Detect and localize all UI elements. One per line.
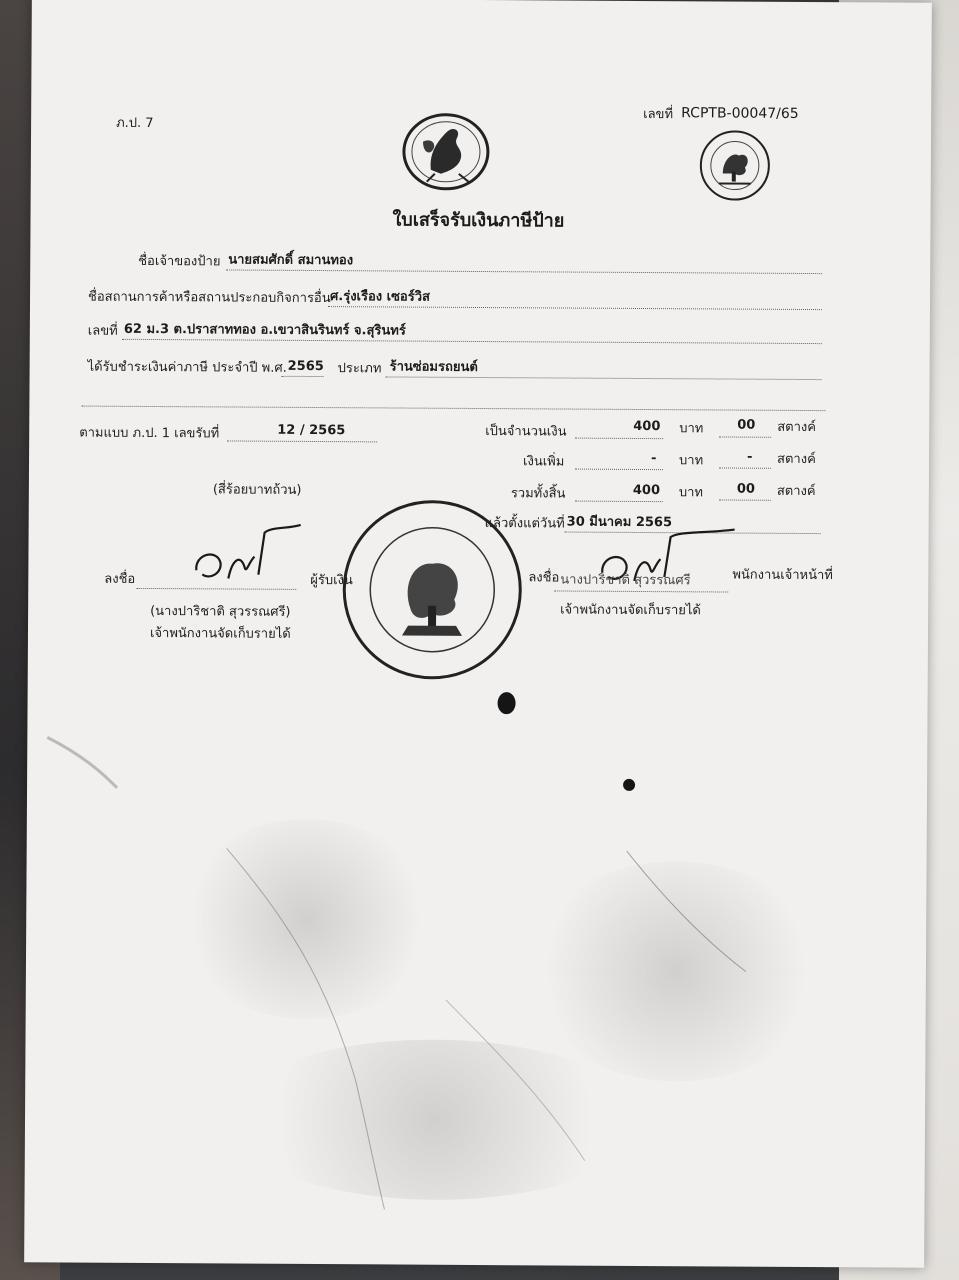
date-value: 30 มีนาคม 2565 [566,514,673,531]
local-office-emblem-icon [699,129,771,201]
business-label: ชื่อสถานการค้าหรือสถานประกอบกิจการอื่น [87,289,331,307]
left-signature [188,518,308,589]
extra-satang: - [747,449,753,465]
doc-number: RCPTB-00047/65 [681,105,799,122]
amount-baht-underline [575,438,663,440]
date-label: แล้วตั้งแต่วันที่ [484,516,565,532]
right-sign-underline [554,590,728,592]
amount-baht: 400 [633,418,661,435]
type-value: ร้านซ่อมรถยนต์ [389,359,478,375]
receipt-paper [24,0,932,1268]
left-role: ผู้รับเงิน [310,572,353,589]
extra-satang-underline [719,467,771,468]
extra-label: เงินเพิ่ม [522,454,565,470]
government-emblem-icon [401,112,491,193]
address-underline [122,339,822,344]
left-position: เจ้าพนักงานจัดเก็บรายได้ [149,625,291,642]
extra-satang-unit: สตางค์ [777,451,816,468]
extra-baht: - [651,451,657,467]
form-code: ภ.ป. 7 [116,115,154,132]
left-sign-underline [136,588,296,590]
form-ref-value: 12 / 2565 [277,422,346,439]
blank-line [81,406,825,412]
owner-label: ชื่อเจ้าของป้าย [138,253,221,270]
type-underline [386,376,822,380]
type-label: ประเภท [337,361,382,377]
document-title: ใบเสร็จรับเงินภาษีป้าย [392,209,565,232]
amount-baht-unit: บาท [679,421,704,437]
official-stamp-icon [340,497,525,682]
extra-baht-underline [575,469,663,471]
business-value: ศ.รุ่งเรือง เซอร์วิส [330,289,431,305]
total-satang-underline [719,499,771,500]
address-value: 62 ม.3 ต.ปราสาททอง อ.เขวาสินรินทร์ จ.สุรินทร์ [123,321,406,339]
business-underline [328,306,822,310]
year-underline [282,376,324,377]
left-sign-label: ลงชื่อ [104,571,136,587]
total-baht-unit: บาท [678,485,704,501]
owner-value: นายสมศักดิ์ สมานทอง [228,252,354,269]
owner-underline [226,269,822,274]
total-baht-underline [575,501,663,503]
extra-baht-unit: บาท [679,453,704,469]
form-ref-underline [227,440,377,442]
year-value: 2565 [287,358,324,375]
amount-label: เป็นจำนวนเงิน [485,424,567,440]
total-baht: 400 [632,482,661,499]
address-label: เลขที่ [87,323,118,339]
amount-satang-unit: สตางค์ [777,419,817,436]
paid-label: ได้รับชำระเงินค่าภาษี ประจำปี พ.ศ. [87,359,287,376]
total-satang: 00 [736,481,756,497]
form-ref-label: ตามแบบ ภ.ป. 1 เลขรับที่ [79,425,220,442]
left-name: (นางปาริชาติ สุวรรณศรี) [150,603,291,620]
paper-creases [24,697,927,1222]
right-role: พนักงานเจ้าหน้าที่ [732,567,833,584]
doc-number-label: เลขที่ [643,106,674,123]
right-name: นางปาริชาติ สุวรรณศรี [560,572,691,589]
amount-satang-underline [719,436,771,437]
total-satang-unit: สตางค์ [776,483,816,500]
total-label: รวมทั้งสิ้น [510,486,566,502]
right-sign-label: ลงชื่อ [528,570,560,586]
amount-in-words: (สี่ร้อยบาทถ้วน) [212,482,302,498]
right-position: เจ้าพนักงานจัดเก็บรายได้ [560,602,701,619]
amount-satang: 00 [737,417,756,433]
